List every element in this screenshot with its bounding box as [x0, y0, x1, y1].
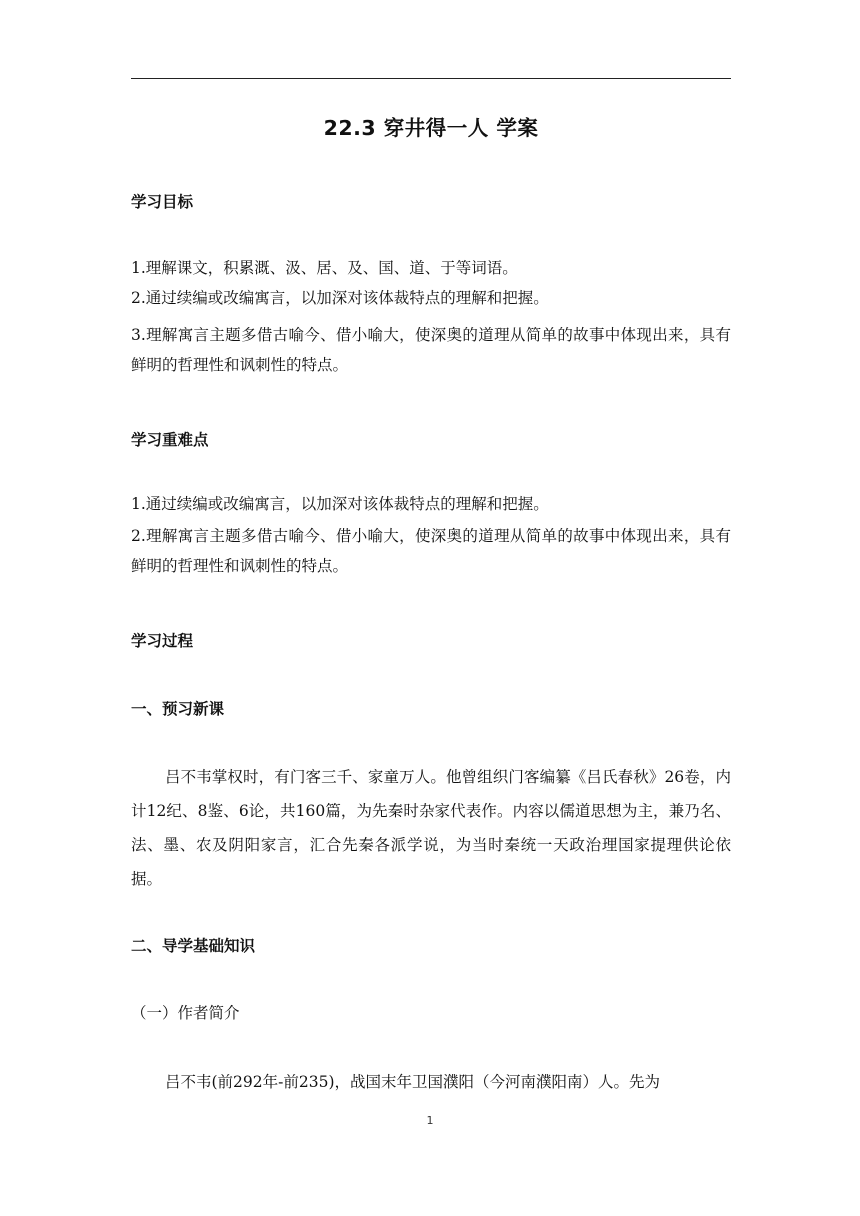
- section-heading-basics: 二、导学基础知识: [131, 937, 256, 955]
- key-point-2: 2.理解寓言主题多借古喻今、借小喻大，使深奥的道理从简单的故事中体现出来，具有鲜明的哲理性和讽刺性的特点。: [131, 527, 731, 575]
- page-number: 1: [426, 1114, 434, 1127]
- goal-item-2: 2.通过续编或改编寓言，以加深对该体裁特点的理解和把握。: [131, 289, 549, 307]
- page-title: 22.3 穿井得一人 学案: [323, 116, 539, 140]
- goal-item-1: 1.理解课文，积累溉、汲、居、及、国、道、于等词语。: [131, 259, 518, 277]
- preview-paragraph: 吕不韦掌权时，有门客三千、家童万人。他曾组织门客编纂《吕氏春秋》26卷，内计12纪、8鉴、6论，共160篇，为先秦时杂家代表作。内容以儒道思想为主，兼乃名、法、墨、农及阴阳家言，汇合先秦各派学说，为当时秦统一天政治理国家提理供论依据。: [131, 768, 731, 888]
- section-heading-process: 学习过程: [131, 632, 194, 650]
- key-point-1: 1.通过续编或改编寓言，以加深对该体裁特点的理解和把握。: [131, 495, 549, 513]
- author-paragraph: 吕不韦(前292年-前235)，战国末年卫国濮阳（今河南濮阳南）人。先为: [165, 1073, 661, 1091]
- section-heading-preview: 一、预习新课: [131, 700, 225, 718]
- goal-item-3: 3.理解寓言主题多借古喻今、借小喻大，使深奥的道理从简单的故事中体现出来，具有鲜明的哲理性和讽刺性的特点。: [131, 326, 731, 374]
- section-heading-goals: 学习目标: [131, 193, 194, 211]
- subsection-heading-author: （一）作者简介: [131, 1004, 240, 1022]
- section-heading-key-points: 学习重难点: [131, 431, 209, 449]
- header-rule: [131, 78, 731, 79]
